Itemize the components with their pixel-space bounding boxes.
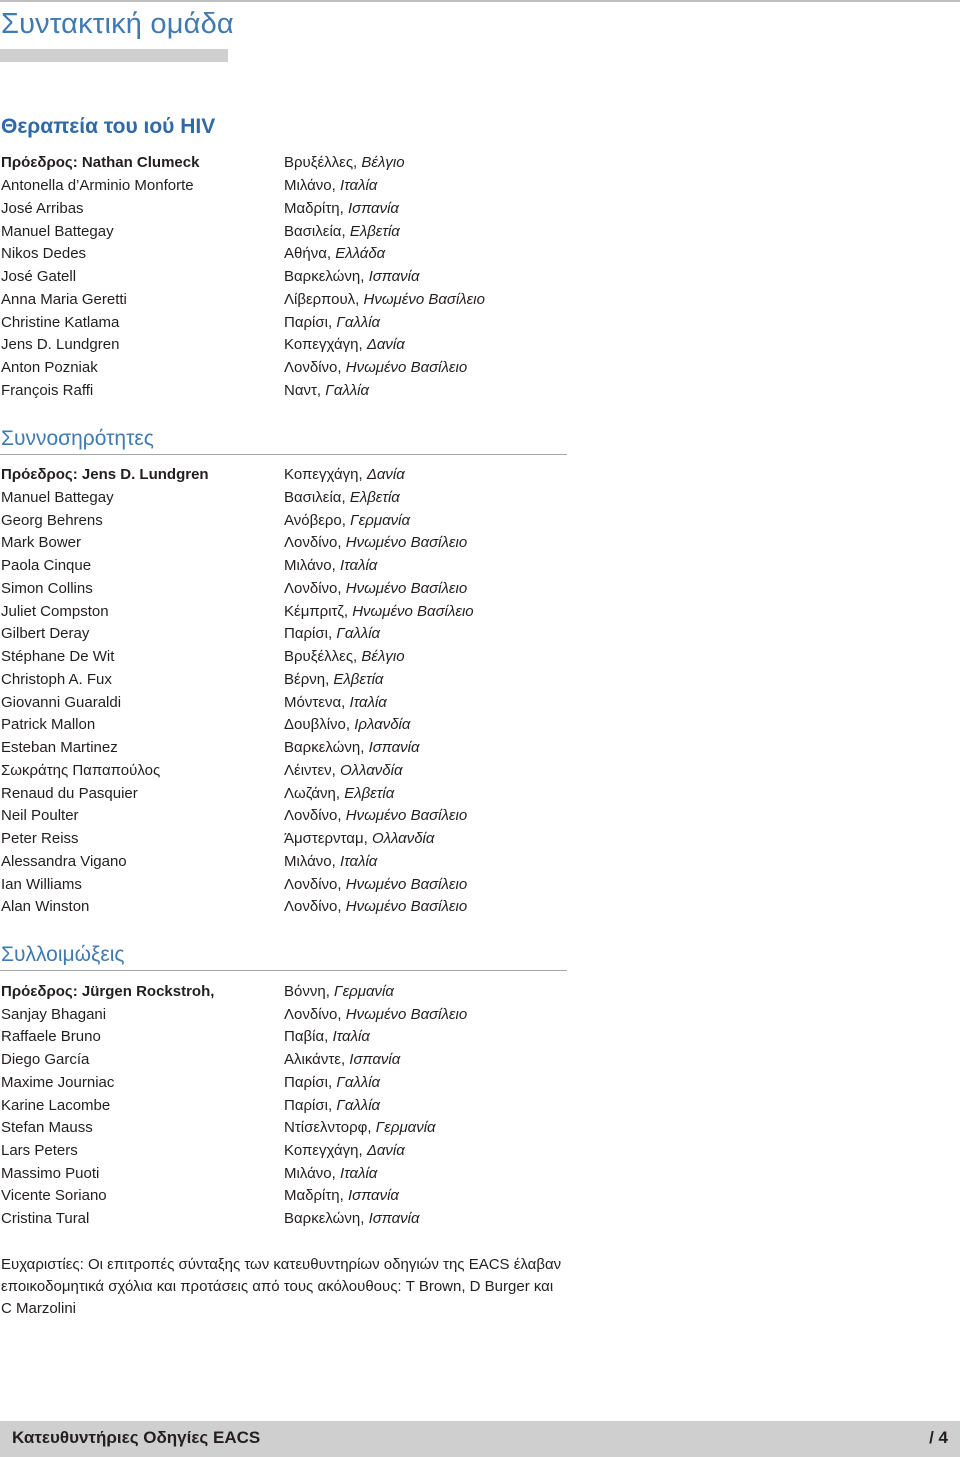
member-row [1, 510, 921, 532]
city: Βαρκελώνη, [284, 1210, 365, 1227]
country: Ισπανία [349, 1051, 401, 1068]
country: Γαλλία [325, 382, 370, 399]
member-name: Karine Lacombe [1, 1097, 111, 1114]
chair-row [1, 152, 921, 174]
member-location [284, 1208, 420, 1230]
member-name: Jens D. Lundgren [1, 336, 120, 353]
member-location [284, 380, 369, 402]
member-row [1, 1140, 921, 1162]
member-name: Cristina Tural [1, 1210, 90, 1227]
member-location [284, 601, 474, 623]
city: Κοπεγχάγη, [284, 336, 363, 353]
country: Ελβετία [344, 785, 395, 802]
member-name: Massimo Puoti [1, 1165, 100, 1182]
city: Βρυξέλλες, [284, 154, 358, 171]
member-name: Mark Bower [1, 534, 82, 551]
country: Ελλάδα [335, 245, 386, 262]
member-location [284, 623, 380, 645]
chair-name: Πρόεδρος: Jens D. Lundgren [1, 466, 209, 483]
member-location [284, 1072, 380, 1094]
member-row [1, 289, 921, 311]
member-location [284, 221, 400, 243]
city: Λέιντεν, [284, 762, 336, 779]
member-name: Patrick Mallon [1, 716, 96, 733]
member-row [1, 221, 921, 243]
member-name: Manuel Battegay [1, 489, 114, 506]
member-name: José Gatell [1, 268, 77, 285]
member-row [1, 828, 921, 850]
member-row [1, 1117, 921, 1139]
member-name: Giovanni Guaraldi [1, 694, 122, 711]
country: Γαλλία [336, 1074, 381, 1091]
member-name: Christoph A. Fux [1, 671, 112, 688]
member-row [1, 1095, 921, 1117]
country: Ισπανία [348, 200, 399, 217]
member-row [1, 783, 921, 805]
member-row [1, 1026, 921, 1048]
member-location [284, 1026, 370, 1048]
city: Λωζάνη, [284, 785, 341, 802]
member-location [284, 510, 410, 532]
member-location [284, 198, 399, 220]
city: Παβία, [284, 1028, 329, 1045]
member-location [284, 1163, 377, 1185]
member-location [284, 714, 410, 736]
chair-row [1, 981, 921, 1003]
member-name: Manuel Battegay [1, 223, 114, 240]
country: Γερμανία [375, 1119, 436, 1136]
city: Παρίσι, [284, 1097, 333, 1114]
member-location [284, 289, 485, 311]
member-name: Neil Poulter [1, 807, 79, 824]
chair-location [284, 981, 394, 1003]
country: Ιταλία [339, 557, 378, 574]
country: Ιταλία [349, 694, 387, 711]
city: Ναντ, [284, 382, 322, 399]
city: Βαρκελώνη, [284, 739, 365, 756]
country: Δανία [366, 336, 405, 353]
member-name: François Raffi [1, 382, 94, 399]
member-row [1, 334, 921, 356]
member-row [1, 578, 921, 600]
member-location [284, 1140, 405, 1162]
member-name: Gilbert Deray [1, 625, 90, 642]
city: Λονδίνο, [284, 359, 342, 376]
member-row [1, 692, 921, 714]
city: Λίβερπουλ, [284, 291, 360, 308]
footer-bar [0, 1421, 960, 1457]
city: Μιλάνο, [284, 1165, 336, 1182]
title-underline-bar [0, 49, 228, 62]
member-row [1, 760, 921, 782]
member-location [284, 1117, 436, 1139]
country: Βέλγιο [361, 154, 405, 171]
member-row [1, 646, 921, 668]
city: Βέρνη, [284, 671, 330, 688]
member-row [1, 357, 921, 379]
country: Γερμανία [350, 512, 411, 529]
city: Λονδίνο, [284, 807, 342, 824]
member-location [284, 874, 467, 896]
city: Βασιλεία, [284, 489, 346, 506]
member-row [1, 601, 921, 623]
city: Παρίσι, [284, 314, 333, 331]
member-name: Renaud du Pasquier [1, 785, 138, 802]
member-name: Alessandra Vigano [1, 853, 127, 870]
member-location [284, 175, 377, 197]
country: Ιταλία [339, 1165, 378, 1182]
city: Μαδρίτη, [284, 200, 344, 217]
member-row [1, 623, 921, 645]
section-divider [0, 970, 567, 971]
country: Δανία [366, 1142, 405, 1159]
country: Ισπανία [368, 1210, 420, 1227]
member-name: Stéphane De Wit [1, 648, 115, 665]
page-title: Συντακτική ομάδα [1, 8, 234, 40]
country: Δανία [366, 466, 405, 483]
city: Μιλάνο, [284, 177, 336, 194]
city: Βαρκελώνη, [284, 268, 365, 285]
country: Ηνωμένο Βασίλειο [345, 807, 468, 824]
country: Γαλλία [336, 1097, 381, 1114]
member-name: Stefan Mauss [1, 1119, 93, 1136]
section-title-hiv-treatment: Θεραπεία του ιού HIV [1, 115, 216, 138]
city: Λονδίνο, [284, 876, 342, 893]
member-row [1, 805, 921, 827]
acknowledgement-line: εποικοδομητικά σχόλια και προτάσεις από τους ακόλουθους: T Brown, D Burger και [1, 1278, 554, 1295]
country: Ελβετία [349, 489, 400, 506]
country: Ηνωμένο Βασίλειο [345, 1006, 468, 1023]
city: Μιλάνο, [284, 557, 336, 574]
country: Ισπανία [368, 739, 420, 756]
city: Μαδρίτη, [284, 1187, 344, 1204]
member-row [1, 851, 921, 873]
member-name: Esteban Martinez [1, 739, 118, 756]
member-row [1, 1049, 921, 1071]
member-row [1, 487, 921, 509]
member-name: Σωκράτης Παπαπούλος [1, 762, 161, 779]
member-location [284, 334, 405, 356]
member-row [1, 1208, 921, 1230]
member-location [284, 737, 420, 759]
city: Βασιλεία, [284, 223, 346, 240]
city: Αλικάντε, [284, 1051, 346, 1068]
country: Ιταλία [332, 1028, 370, 1045]
member-row [1, 1163, 921, 1185]
country: Ισπανία [368, 268, 420, 285]
acknowledgement-line: Ευχαριστίες: Οι επιτροπές σύνταξης των κατευθυντηρίων οδηγιών της EACS έλαβαν [1, 1256, 562, 1273]
member-name: Georg Behrens [1, 512, 103, 529]
city: Παρίσι, [284, 1074, 333, 1091]
member-name: Peter Reiss [1, 830, 79, 847]
country: Ηνωμένο Βασίλειο [345, 359, 468, 376]
member-name: Alan Winston [1, 898, 90, 915]
member-row [1, 737, 921, 759]
member-row [1, 669, 921, 691]
city: Λονδίνο, [284, 898, 342, 915]
member-name: Juliet Compston [1, 603, 109, 620]
member-name: Nikos Dedes [1, 245, 87, 262]
country: Ηνωμένο Βασίλειο [345, 534, 468, 551]
member-location [284, 1049, 400, 1071]
member-name: Antonella d’Arminio Monforte [1, 177, 194, 194]
member-name: Christine Katlama [1, 314, 120, 331]
city: Κοπεγχάγη, [284, 466, 363, 483]
city: Ανόβερο, [284, 512, 346, 529]
member-name: Anton Pozniak [1, 359, 98, 376]
member-name: Sanjay Bhagani [1, 1006, 107, 1023]
member-row [1, 198, 921, 220]
country: Ολλανδία [371, 830, 435, 847]
member-location [284, 243, 385, 265]
member-row [1, 1072, 921, 1094]
country: Ιταλία [339, 177, 378, 194]
member-name: Paola Cinque [1, 557, 92, 574]
member-location [284, 805, 467, 827]
member-row [1, 1185, 921, 1207]
member-location [284, 760, 403, 782]
member-name: Simon Collins [1, 580, 93, 597]
acknowledgement-text [1, 1254, 576, 1320]
member-name: Ian Williams [1, 876, 82, 893]
chair-location [284, 152, 405, 174]
member-name: José Arribas [1, 200, 84, 217]
country: Ηνωμένο Βασίλειο [345, 898, 468, 915]
member-location [284, 487, 400, 509]
country: Ιταλία [339, 853, 378, 870]
country: Γερμανία [334, 983, 394, 1000]
section-divider [0, 454, 567, 455]
city: Κέμπριτζ, [284, 603, 349, 620]
country: Βέλγιο [361, 648, 405, 665]
city: Μόντενα, [284, 694, 346, 711]
country: Ηνωμένο Βασίλειο [345, 580, 468, 597]
member-row [1, 266, 921, 288]
section-title-coinfections: Συλλοιμώξεις [1, 943, 125, 966]
member-row [1, 555, 921, 577]
country: Ηνωμένο Βασίλειο [345, 876, 468, 893]
country: Ολλανδία [340, 762, 403, 779]
member-location [284, 555, 377, 577]
city: Βόννη, [284, 983, 330, 1000]
member-row [1, 380, 921, 402]
footer-title: Κατευθυντήριες Οδηγίες EACS [12, 1428, 261, 1447]
section-title-comorbidities: Συννοσηρότητες [1, 427, 154, 450]
member-name: Lars Peters [1, 1142, 78, 1159]
member-row [1, 175, 921, 197]
member-name: Maxime Journiac [1, 1074, 115, 1091]
member-row [1, 1004, 921, 1026]
city: Μιλάνο, [284, 853, 336, 870]
page-number: / 4 [929, 1428, 948, 1447]
member-location [284, 1185, 399, 1207]
member-row [1, 532, 921, 554]
country: Γαλλία [336, 625, 381, 642]
member-location [284, 669, 383, 691]
member-location [284, 896, 467, 918]
chair-name: Πρόεδρος: Nathan Clumeck [1, 154, 200, 171]
city: Λονδίνο, [284, 580, 342, 597]
acknowledgement-line: C Marzolini [1, 1300, 77, 1317]
city: Παρίσι, [284, 625, 333, 642]
city: Λονδίνο, [284, 534, 342, 551]
member-location [284, 646, 405, 668]
member-row [1, 312, 921, 334]
city: Βρυξέλλες, [284, 648, 358, 665]
member-location [284, 532, 467, 554]
country: Ισπανία [348, 1187, 399, 1204]
country: Ηνωμένο Βασίλειο [363, 291, 485, 308]
member-location [284, 1095, 380, 1117]
member-location [284, 828, 434, 850]
member-location [284, 692, 387, 714]
member-row [1, 896, 921, 918]
chair-location [284, 464, 405, 486]
country: Ιρλανδία [354, 716, 411, 733]
member-location [284, 783, 394, 805]
country: Γαλλία [336, 314, 381, 331]
member-name: Diego García [1, 1051, 90, 1068]
country: Ελβετία [349, 223, 400, 240]
city: Κοπεγχάγη, [284, 1142, 363, 1159]
member-location [284, 357, 467, 379]
city: Λονδίνο, [284, 1006, 342, 1023]
chair-row [1, 464, 921, 486]
member-name: Raffaele Bruno [1, 1028, 101, 1045]
city: Άμστερνταμ, [284, 830, 368, 847]
city: Ντίσελντορφ, [284, 1119, 372, 1136]
city: Δουβλίνο, [284, 716, 351, 733]
top-border-line [0, 0, 960, 2]
member-name: Anna Maria Geretti [1, 291, 127, 308]
member-location [284, 266, 420, 288]
chair-name: Πρόεδρος: Jürgen Rockstroh, [1, 983, 215, 1000]
member-row [1, 243, 921, 265]
city: Αθήνα, [284, 245, 332, 262]
member-location [284, 851, 377, 873]
member-location [284, 312, 380, 334]
member-row [1, 874, 921, 896]
country: Ελβετία [333, 671, 384, 688]
country: Ηνωμένο Βασίλειο [352, 603, 474, 620]
member-location [284, 578, 467, 600]
member-row [1, 714, 921, 736]
member-name: Vicente Soriano [1, 1187, 107, 1204]
member-location [284, 1004, 467, 1026]
